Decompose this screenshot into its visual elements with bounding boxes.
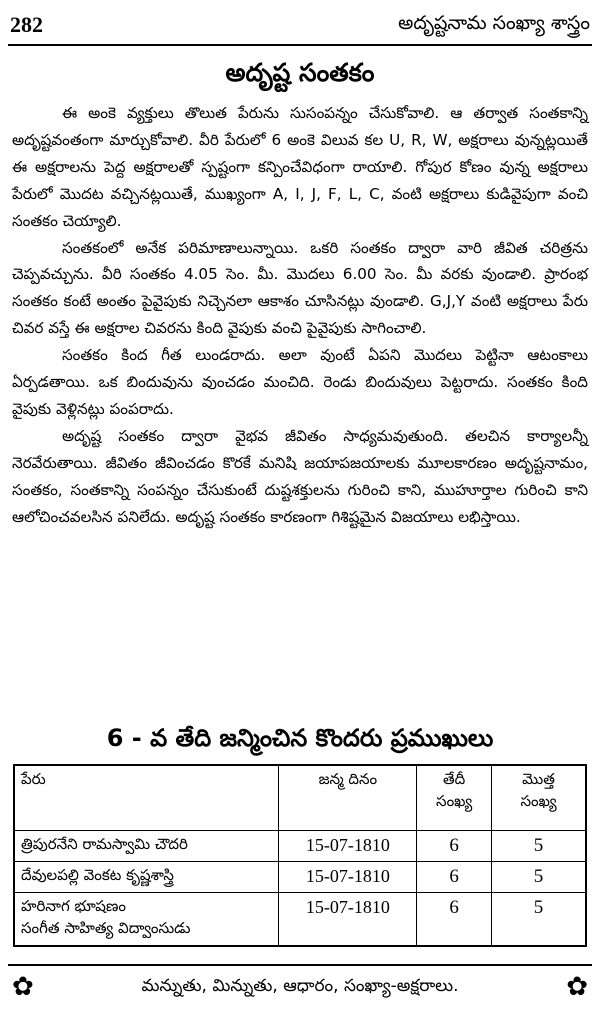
table-header-row [14, 765, 586, 831]
flower-ornament-icon: ✿ [566, 972, 588, 1002]
page-footer [8, 964, 592, 1012]
cell-date-number: 6 [417, 862, 492, 893]
header-total-number-line1: మొత్త [522, 770, 555, 788]
cell-date-number: 6 [417, 893, 492, 947]
cell-total-number: 5 [492, 831, 586, 862]
table-title: 6 - వ తేది జన్మించిన కొందరు ప్రముఖులు [106, 724, 494, 752]
table-row [14, 831, 586, 862]
running-title: అదృష్టనామ సంఖ్యా శాస్త్రం [398, 12, 590, 34]
flower-ornament-icon: ✿ [12, 972, 34, 1002]
cell-name [14, 893, 279, 947]
header-date-number [417, 765, 492, 831]
table-row [14, 893, 586, 947]
paragraph: ఈ అంకె వ్యక్తులు తొలుత పేరును సుసంపన్నం చేసుకోవాలి. ఆ తర్వాత సంతకాన్ని అదృష్టవంతంగా మార్చుకోవాలి. వీరి పేరులో 6 అంకె విలువ కల U, R, W, అక్షరాలు వున్నట్లయితే ఈ అక్షరాలను పెద్ద అక్షరాలతో స్పష్టంగా కన్పించేవిధంగా రాయాలి. గోపుర కోణం వున్న అక్షరాలు పేరులో మొదట వచ్చినట్లయితే, ముఖ్యంగా A, I, J, F, L, C, వంటి అక్షరాలు కుడివైపుగా వంచి సంతకం చెయ్యాలి. [12, 104, 588, 230]
header-total-number [492, 765, 586, 831]
cell-dob: 15-07-1810 [279, 893, 417, 947]
page-header [8, 6, 592, 46]
paragraph: సంతకంలో అనేక పరిమాణాలున్నాయి. ఒకరి సంతకం ద్వారా వారి జీవిత చరిత్రను చెప్పవచ్చును. వీరి సంతకం 4.05 సెం. మీ. మొదలు 6.00 సెం. మీ వరకు వుండాలి. ప్రారంభ సంతకం కంటే అంతం పైవైపుకు నిచ్చెనలా ఆకాశం చూసినట్లు వుండాలి. G,J,Y వంటి అక్షరాలు పేరు చివర వస్తే ఈ అక్షరాల చివరను కింది వైపుకు వంచి పైవైపుకు సాగించాలి. [12, 238, 588, 338]
cell-name: దేవులపల్లి వెంకట కృష్ణశాస్త్రి [14, 862, 279, 893]
header-total-number-line2: సంఖ్య [520, 792, 557, 810]
header-date-number-line1: తేదీ [443, 770, 466, 788]
table-row [14, 862, 586, 893]
cell-total-number: 5 [492, 862, 586, 893]
section-title: అదృష్ట సంతకం [225, 58, 375, 87]
cell-dob: 15-07-1810 [279, 862, 417, 893]
header-name: పేరు [14, 765, 279, 831]
cell-date-number: 6 [417, 831, 492, 862]
page-number: 282 [10, 12, 43, 37]
cell-name: త్రిపురనేని రామస్వామి చౌదరి [14, 831, 279, 862]
header-date-number-line2: సంఖ్య [436, 792, 473, 810]
footer-text: మన్నుతు, మిన్నుతు, ఆధారం, సంఖ్యా-అక్షరాలు. [141, 976, 459, 996]
cell-total-number: 5 [492, 893, 586, 947]
famous-people-table [13, 764, 587, 947]
cell-name-line1: హరినాగ భూషణం [21, 897, 126, 915]
paragraph: సంతకం కింద గీత లుండరాదు. అలా వుంటే ఏపని మొదలు పెట్టినా ఆటంకాలు ఏర్పడతాయి. ఒక బిందువును వుంచడం మంచిది. రెండు బిందువులు పెట్టరాదు. సంతకం కింది వైపుకు వెళ్లినట్లు పంపరాదు. [12, 346, 588, 418]
paragraph: అదృష్ట సంతకం ద్వారా వైభవ జీవితం సాధ్యమవుతుంది. తలచిన కార్యాలన్నీ నెరవేరుతాయి. జీవితం జీవించడం కొరకే మనిషి జయాపజయాలకు మూలకారణం అదృష్టనామం, సంతకం, సంతకాన్ని సంపన్నం చేసుకుంటే దుష్టశక్తులను గురించి కాని, ముహూర్తాల గురించి కాని ఆలోచించవలసిన పనిలేదు. అదృష్ట సంతకం కారణంగా గిశిష్టమైన విజయాలు లభిస్తాయి. [12, 426, 588, 526]
cell-name-line2: సంగీత సాహిత్య విద్వాంసుడు [21, 919, 191, 937]
body-text [12, 100, 588, 531]
cell-dob: 15-07-1810 [279, 831, 417, 862]
header-dob: జన్మ దినం [279, 765, 417, 831]
